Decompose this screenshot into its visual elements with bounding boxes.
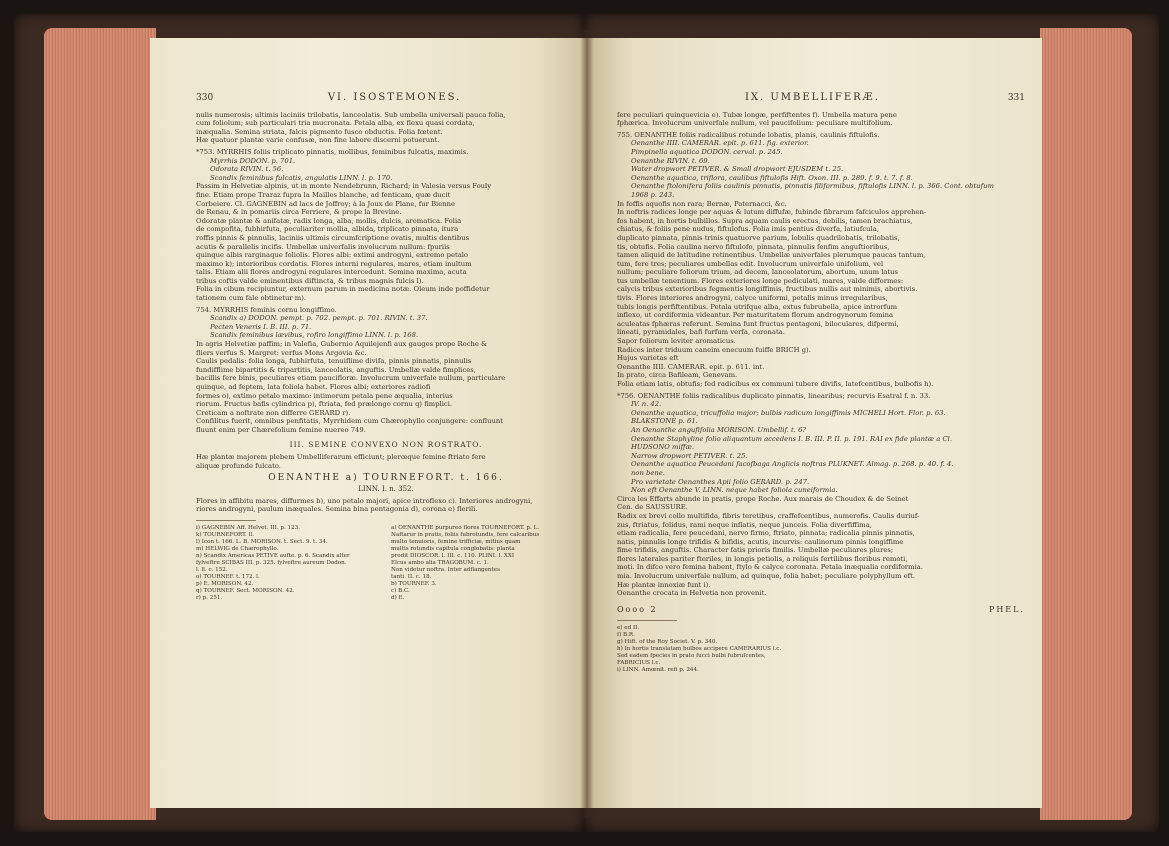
text-line: aculeatas fphæras referunt. Semina funt fructus pentagoni, biloculares, difpermi, xyxy=(617,319,899,328)
text-line: o) TOURNEF. t. 172. l. xyxy=(196,573,260,580)
text-line: Corbeiere. Cl. GAGNEBIN ad lacs de Joffroy; à la Joux de Plane, fur Bienne xyxy=(196,199,456,208)
text-line: d) E. xyxy=(391,594,405,601)
text-line: multo tenuioris, femine trifficiæ, mitius quam xyxy=(391,538,521,545)
genus-title: OENANTHE a) TOURNEFORT. t. 166. xyxy=(268,473,504,484)
text-line: flores laterales pariter fteriles, in longis petiolis, a reliquis fertilibus floribus remoti, xyxy=(617,554,908,563)
entry-754-synonyms xyxy=(196,314,576,340)
text-line: nullum; peculiare foliorum trium, ad decem, lanceolatorum, abortum, unum latus xyxy=(617,268,899,277)
text-line: An Oenanthe angufifolia MORISON. Umbellif. t. 6? xyxy=(631,425,807,434)
text-line: fos habent, in hortis bulbillos. Supra aquam caulis erectus, debilis, tamen brachiatus, xyxy=(617,216,913,225)
text-line: Oenanthe aquatica Peucedani facofbaga Anglicis noftras PLUKNET. Almag. p. 268. p. 40. f. 4. xyxy=(631,460,954,469)
text-line: Scandix feminibus fulcatis, angulatis LINN. l. p. 170. xyxy=(210,173,393,182)
text-line: Oenanthe aquatica, tricuffolia major; bulbis radicum longiffimis MICHELI Hort. Flor. p. 63. xyxy=(631,408,946,417)
text-line: k) TOURNEFORT. ll. xyxy=(196,531,254,538)
entry-755-text xyxy=(617,200,1025,389)
right-footnotes-col xyxy=(617,625,1025,674)
text-line: Oenanthe ftolonifera foliis caulinis pinnatis, pinnatis filiformibus, fiftulofis LINN. l. p. 366. Cont. obtufum xyxy=(631,182,994,191)
text-line: multis rotundis capitula conglobatis: planta xyxy=(391,545,515,552)
text-line: Naftarur in pratis, foliis fubrotundis, fere calcaribus xyxy=(391,531,540,538)
page-edges-left xyxy=(44,28,156,820)
text-line: de compofita, fubhirfuta, peculiariter mollia, albida, triplicato pinnata, itura xyxy=(196,225,459,234)
left-running-title: VI. ISOSTEMONES. xyxy=(327,92,462,103)
text-line: Oenanthe crocata in Helvetia non provenit. xyxy=(617,589,767,598)
text-line: Radix ex brevi collo multifida, fibris teretibus, craffefcentibus, numerofis. Caulis duriuf- xyxy=(617,511,920,520)
text-line: natis, pinnulis longe trifidis & bifidis, acutis, incurvis: caulinorum pinnis longiffime xyxy=(617,537,904,546)
text-line: Folia in cibum recipiuntur, externum parum in medicina notæ. Oleum inde poffidetur xyxy=(196,285,490,294)
genus-description xyxy=(196,497,576,514)
entry-753-heading: *753. MYRRHIS foliis triplicato pinnatis, mollibus, feminibus fulcatis, maximis. xyxy=(196,147,469,156)
text-line: i) GAGNEBIN Aff. Helvet. III. p. 123. xyxy=(196,524,300,531)
signature-line xyxy=(617,606,1025,615)
text-line: Hæ plantæ majorem plebem Umbelliferarum efficiunt; plerœque femine ftriato fere xyxy=(196,453,486,462)
text-line: tum, fere tres; peculiares umbellas edit. Involucrum univerfale unifolium, vel xyxy=(617,259,884,268)
text-line: h) In hortis translatam bulbos accipere CAMERARIUS l.c. xyxy=(617,646,782,653)
section-intro xyxy=(196,453,576,470)
text-line: FABRICIUS l.c. xyxy=(617,660,661,667)
text-line: acutis & parallelis incifis. Umbellæ univerfalis involucrum nullum: fpuriis xyxy=(196,242,450,251)
text-line: Pecten Veneris I. B. III. p. 71. xyxy=(210,322,312,331)
left-footnotes xyxy=(196,525,576,602)
text-line: Hæ quatuor plantæ varie confusæ, non fine labore discerni potuerunt. xyxy=(196,136,440,145)
text-line: formes o), extimo petalo maximo: intimorum petala pene æqualia, interius xyxy=(196,391,453,400)
text-line: Oenanthe aquatica, triflora, caulibus fiftulofis Hift. Oxon. III. p. 289. f. 9. t. 7. f. 8. xyxy=(631,173,913,182)
text-line: Scandix feminibus lævibus, rofiro longiffimo LINN. l. p. 168. xyxy=(210,331,419,340)
text-line: p) E. MORISON. 42. xyxy=(196,580,254,587)
text-line: nulis numerosis; ultimis laciniis trilobatis, lanceolatis. Sub umbella universali pauca folia, xyxy=(196,110,506,119)
text-line: etiam radicalia, fere peucedani, nervo firmo, ftriato, pinnata; radicalia pinnis pinnatis, xyxy=(617,529,915,538)
text-line: Caulis pedalis: folia longa, fubhirfuta, tenuiflime divifa, pinnis pinnatis, pinnulis xyxy=(196,357,472,366)
text-line: f) B.R. xyxy=(617,632,635,639)
entry-754-heading: 754. MYRRHIS feminis cornu longiffimo. xyxy=(196,305,337,314)
text-line: Hujus varietas eft xyxy=(617,354,679,363)
text-line: m) HELWIG de Chærophyllo. xyxy=(196,545,279,552)
catchword: PHEL. xyxy=(988,604,1025,614)
text-line: Odorata RIVIN. t. 56. xyxy=(210,165,284,174)
text-line: BLAKSTONE p. 61. xyxy=(631,417,698,426)
text-line: fundifflime bipartitis & tripartitis, lanceolatis, anguftis. Umbellæ valde fimplices, xyxy=(196,365,476,374)
page-edges-right xyxy=(1040,28,1132,820)
text-line: chiatus, & foliis pene nudus, fiftulofus. Folia imis pentius diverfa, latiufcula, xyxy=(617,225,879,234)
text-line: calycis tribus exterioribus fegmentis longiffimis, fructibus nullis aut minimis, abortivis. xyxy=(617,285,918,294)
entry-753-text xyxy=(196,182,576,302)
signature-mark: Oooo 2 xyxy=(617,604,658,614)
text-line: quinque, ad feptem, lata foliola habet. Flores albi; exteriores radiofi xyxy=(196,383,431,391)
text-line: quinque albis rarginaque foliolis. Flores albi: extimi androgyni, extremo petalo xyxy=(196,251,469,260)
right-page-number: 331 xyxy=(1007,93,1025,103)
text-line: fime trifidis, anguftis. Character fatis prioris fimilis. Umbellæ peculiares plures; xyxy=(617,546,894,555)
text-line: Confilitus fuerit, omnibus penfitatis, Myrrhidem cum Chærophyllo conjungere: confluunt xyxy=(196,417,503,426)
text-line: tationem cum fale obtinetur m). xyxy=(196,294,307,303)
text-line: Elcus ambo alia TRAGOBUM. c. 1. xyxy=(391,559,489,566)
text-line: e) ed II. xyxy=(617,625,640,632)
text-line: riores androgyni, paulum inæquales. Semina bina pentagonia d), corona e) flerili. xyxy=(196,505,478,514)
text-line: tribus coftis valde eminentibus diftincta, & tribus magnis fulcis l). xyxy=(196,276,424,285)
right-page xyxy=(587,38,1042,808)
text-line: aliquæ profunde fulcato. xyxy=(196,461,281,470)
text-line: Oenanthe IIII. CAMERAR. epit. p. 611. int. xyxy=(617,362,765,371)
text-line: Scandix a) DODON. pempt. p. 702. pempt. p. 701. RIVIN. t. 37. xyxy=(210,314,428,323)
text-line: inflexo, ut cordiformia videantur. Per maturitatem florum androgynorum femina xyxy=(617,311,894,320)
text-line: Odoratæ plantæ & anifatæ, radix longa, alba, mollis, dulcis, aromatica. Folia xyxy=(196,216,462,225)
entry-755-heading: 755. OENANTHE foliis radicalibus rotunde lobatis, planis, caulinis fiftulofis. xyxy=(617,130,880,139)
left-page xyxy=(150,38,587,808)
text-line: Water dropwort PETIVER. & Small dropwort EJUSDEM t. 25. xyxy=(631,165,844,174)
right-opening-lines xyxy=(617,111,1025,128)
genus-reference: LINN. I. n. 352. xyxy=(358,484,414,493)
text-line: HUDSONO miffæ. xyxy=(631,443,694,452)
text-line: talis. Etiam alii flores androgyni regulares intercedunt. Semina maxima, acuta xyxy=(196,268,467,277)
text-line: In prato, circa Bafileam, Genevam. xyxy=(617,371,738,380)
text-line: IV. n. 42. xyxy=(631,400,662,409)
text-line: In foffis aquofis non rara; Bernæ, Paternacci, &c. xyxy=(617,199,787,208)
entry-753-synonyms xyxy=(196,157,576,183)
text-line: Pro varietate Oenanthes Apii folio GERARD. p. 247. xyxy=(631,477,810,486)
entry-756-heading: *756. OENANTHE foliis radicalibus duplicato pinnatis, linearibus; recurvis Esatral f. n. 33. xyxy=(617,391,931,400)
text-line: tanti. II. c. 18. xyxy=(391,573,432,580)
text-line: Folia etiam latis, obtufis; fed radicibus ex communi tubere divifis, latefcentibus, bulbofis h). xyxy=(617,380,934,388)
text-line: n) Scandix Americas PETIVE aufte. p. 6. Scandix alter xyxy=(196,552,350,559)
text-line: Creticam a noftrate non differre GERARD r). xyxy=(196,408,351,417)
left-page-column xyxy=(196,38,576,602)
book-gutter xyxy=(580,30,594,818)
text-line: Sapor foliorum leviter aromaticus. xyxy=(617,337,736,346)
text-line: In agris Helvetiæ paffim; in Valefia, Gubernio Aquilejenfi aux gauges prope Roche & xyxy=(196,340,488,349)
text-line: fere peculiari quinquevicia e). Tubæ longæ, perfiftentes f). Umbella matura pene xyxy=(617,110,897,119)
text-line: fluunt enim per Chærefolium femine nuereo 749. xyxy=(196,425,366,434)
text-line: tis, obtufis. Folia caulina nervo fiftulofo, pinnata, pinnulis fenfim anguftioribus, xyxy=(617,242,890,251)
entry-754-text xyxy=(196,340,576,435)
left-running-head xyxy=(196,94,576,103)
text-line: duplicato pinnata, pinnis trinis quatuorve parium, lobulis quadrilobatis, trilobatis, xyxy=(617,233,900,242)
left-page-number: 330 xyxy=(196,93,214,103)
text-line: riorum. Fructus bafis cylindrica p), ftriata, fed prælongo cornu q) fimplici. xyxy=(196,400,453,409)
text-line: tus umbellæ tenentium. Flores exteriores longe pediculati, mares, valde difformes: xyxy=(617,276,904,285)
text-line: moti. In difco vero femina habent, ftylo & calyce coronata. Petala inæqualia cordiformia. xyxy=(617,563,923,572)
text-line: zus, ftriatus, folidus, rami neque inflatis, neque junceis. Folia diverfiffima, xyxy=(617,520,872,529)
text-line: maximo k); interioribus cordatis. Flores interni regulares, mares, etiam inultum xyxy=(196,259,472,268)
text-line: cum foliolum; sub particulari tria mucronata. Petala alba, ex flexu quasi cordata, xyxy=(196,119,475,128)
right-running-head xyxy=(617,94,1025,103)
right-page-column xyxy=(617,38,1025,674)
entry-756-text xyxy=(617,495,1025,598)
text-line: tubis longis perfiftentibus. Petala utrifque alba, extus fubrubella, apice introrfum xyxy=(617,302,898,311)
text-line: Oenanthe Staphyline folio aliquantum accedens I. B. III. P. II. p. 191. RAI ex fide plantæ a Cl. xyxy=(631,434,952,443)
text-line: c) B.C. xyxy=(391,587,410,594)
text-line: In noftris radices longe per aquas & lutum diffufæ, fubinde fibrarum fafciculos apprehen- xyxy=(617,208,927,217)
entry-756-synonyms xyxy=(617,400,1025,495)
text-line: mia. Involucrum univerfale nullum, ad quinque, folia habet; peculiare polyphyllum eft. xyxy=(617,572,916,581)
right-running-title: IX. UMBELLIFERÆ. xyxy=(744,92,880,103)
text-line: g) Hift. of the Roy Societ. V. p. 340. xyxy=(617,639,718,646)
text-line: de Renau, & in pomariis circa Ferriere, & prope la Brevine. xyxy=(196,208,402,217)
text-line: prodit DIOSCOR. l. III. c. 110. PLINI. l. XXI xyxy=(391,552,515,559)
text-line: Sed eadem fpecies in prato fucci bulbi fubrufcentes, xyxy=(617,653,766,660)
footnote-rule xyxy=(196,520,256,521)
text-line: Myrrhis DODON. p. 701. xyxy=(210,156,296,165)
text-line: Non eft Oenanthe V. LINN. neque habet foliola cuneiformia. xyxy=(631,486,838,495)
text-line: roffis pinnis & pinnulis, laciniis ultimis circumfcriptione ovatis, multis dentibus xyxy=(196,233,470,242)
text-line: l) Icon t. 166. L. B. MORISON. t. Sect. 9. t. 34. xyxy=(196,538,328,545)
text-line: Hæ plantæ innoxiæ funt i). xyxy=(617,580,711,589)
text-line: tamen aliquid de latitudine retinentibus. Umbellæ univerfales plerumque paucas tantum, xyxy=(617,251,926,260)
text-line: bacillis fere binis, peculiares etiam paucifloræ. Involucrum univerfale nullum, particulare xyxy=(196,374,506,383)
text-line: Non videtur noftra. Inter adflangentes xyxy=(391,566,500,573)
text-line: fphærica. Involucrum univerfale nullum, vel paucifolium: peculiare multifolium. xyxy=(617,119,893,128)
text-line: q) TOURNEF. Sect. MORISON. 42. xyxy=(196,587,295,594)
text-line: non bene. xyxy=(631,468,665,477)
text-line: 1968 p. 243. xyxy=(631,190,675,199)
text-line: Circa les Effarts abunde in pratis, prope Roche. Aux marais de Choudex & de Seinet xyxy=(617,494,909,503)
text-line: Oenanthe IIII. CAMERAR. epit. p. 611. fig. exterior. xyxy=(631,139,809,148)
text-line: inæqualia. Semina striata, falcis pigmento fusco obductis. Folia fœtent. xyxy=(196,127,443,136)
text-line: Radices inter triduum caneim enecuum fuiffe BRICH g). xyxy=(617,345,811,354)
text-line: tivis. Flores interiores androgyni, calyce uniformi, petalis minus irregularibus, xyxy=(617,294,888,303)
text-line: Flores in affibitu mares, diffurmes b), uno petalo majori, apice introflexo c). Interiores androgyni, xyxy=(196,496,533,505)
text-line: fine. Etiam prope Traraz fupra la Mailles blanche, ad fenticam, quæ ducit xyxy=(196,190,451,199)
section-heading: III. SEMINE CONVEXO NON ROSTRATO. xyxy=(289,439,483,449)
text-line: fliers verfus S. Margret: verfus Mons Argovia &c. xyxy=(196,348,367,357)
text-line: lineati, pyramidales, bafi furfum verfa, coronata. xyxy=(617,328,785,337)
right-footnote-rule xyxy=(617,620,677,621)
text-line: l. ll. c. 152. xyxy=(196,566,228,573)
text-line: a) OENANTHE purpureo flores TOURNEFORT. p. L. xyxy=(391,524,540,531)
text-line: Oenanthe RIVIN. t. 69. xyxy=(631,156,710,165)
entry-755-synonyms xyxy=(617,139,1025,199)
text-line: fylveftre SCIBAS III. p. 325. fylveftre aureum Dodon. xyxy=(196,559,347,566)
right-footnotes xyxy=(617,625,1025,674)
text-line: b) TOURNEF. 3. xyxy=(391,580,437,587)
left-footnotes-col-1 xyxy=(196,525,381,602)
text-line: Passim in Helvetiæ alpinis, ut in monte Nendebrunn, Richard; in Valesia versus Fouly xyxy=(196,182,492,191)
text-line: Pimpinella aquatica DODON. cerval. p. 245. xyxy=(631,147,783,156)
text-line: r) p. 251. xyxy=(196,594,223,601)
text-line: i) LINN. Amœnit. refi p. 244. xyxy=(617,667,699,674)
left-footnotes-col-2 xyxy=(391,525,576,602)
text-line: Cen. de SAUSSURE. xyxy=(617,503,688,512)
left-opening-lines xyxy=(196,111,576,145)
text-line: Narrow dropwort PETIVER. t. 25. xyxy=(631,451,748,460)
